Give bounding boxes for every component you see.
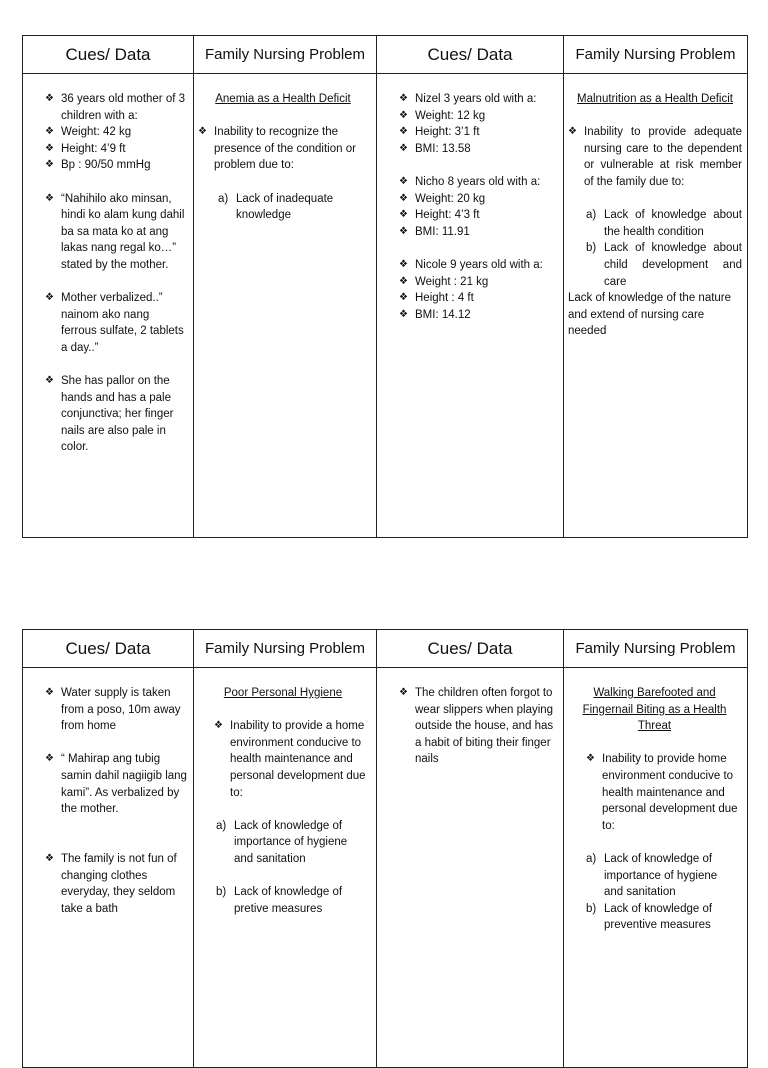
problem-factor: a) Lack of inadequate knowledge bbox=[218, 192, 334, 222]
cue-item: ❖ BMI: 13.58 bbox=[399, 141, 557, 158]
cue-item: ❖ Weight: 42 kg bbox=[45, 124, 187, 141]
problem-statement: ❖ Inability to provide a home environment conducive to health maintenance and personal development due to: bbox=[214, 718, 368, 801]
cue-item: ❖ BMI: 11.91 bbox=[399, 224, 557, 241]
cue-item: ❖ Bp : 90/50 mmHg bbox=[45, 157, 187, 174]
cue-item: ❖ BMI: 14.12 bbox=[399, 307, 557, 324]
problem-title: Poor Personal Hygiene bbox=[223, 687, 343, 699]
nursing-table-2 bbox=[22, 629, 748, 1068]
cue-item: ❖ Height: 4’9 ft bbox=[45, 141, 187, 158]
header-cues-data: Cues/ Data bbox=[23, 630, 194, 668]
problem-cell-anemia bbox=[194, 74, 377, 538]
cue-item: ❖ Weight: 12 kg bbox=[399, 108, 557, 125]
problem-factor: a) Lack of knowledge of importance of hygiene and sanitation bbox=[216, 819, 348, 865]
cue-item: ❖ Nicole 9 years old with a: bbox=[399, 257, 557, 274]
problem-statement: ❖ Inability to provide home environment conducive to health maintenance and personal development due to: bbox=[586, 751, 739, 834]
cues-cell-mother bbox=[23, 74, 194, 538]
header-cues-data: Cues/ Data bbox=[377, 630, 564, 668]
problem-title: Walking Barefooted and Fingernail Biting as a Health Threat bbox=[582, 687, 727, 733]
cue-item: ❖ Height: 3’1 ft bbox=[399, 124, 557, 141]
cue-item: ❖ 36 years old mother of 3 children with a: bbox=[45, 91, 187, 124]
cue-item: ❖ Mother verbalized..” nainom ako nang ferrous sulfate, 2 tablets a day..” bbox=[45, 290, 187, 356]
cue-item: ❖ Nizel 3 years old with a: bbox=[399, 91, 557, 108]
header-family-nursing-problem: Family Nursing Problem bbox=[194, 36, 377, 74]
cue-item: ❖ “ Mahirap ang tubig samin dahil nagiigib lang kami”. As verbalized by the mother. bbox=[45, 751, 187, 817]
cue-item: ❖ Height : 4 ft bbox=[399, 290, 557, 307]
cues-cell-water-hygiene bbox=[23, 668, 194, 1068]
problem-statement: ❖ Inability to provide adequate nursing care to the dependent or vulnerable at risk member of the family due to: bbox=[568, 124, 742, 190]
cue-item: ❖ Height: 4’3 ft bbox=[399, 207, 557, 224]
problem-statement: ❖ Inability to recognize the presence of the condition or problem due to: bbox=[198, 124, 368, 174]
header-family-nursing-problem: Family Nursing Problem bbox=[194, 630, 377, 668]
problem-cell-barefoot bbox=[564, 668, 748, 1068]
cue-item: ❖ “Nahihilo ako minsan, hindi ko alam kung dahil ba sa mata ko at ang lakas nang regal ko…” stated by the mother. bbox=[45, 191, 187, 274]
problem-factor: b) Lack of knowledge of preventive measures bbox=[586, 902, 713, 932]
problem-cell-poor-hygiene bbox=[194, 668, 377, 1068]
header-family-nursing-problem: Family Nursing Problem bbox=[564, 630, 748, 668]
cue-item: ❖ Weight : 21 kg bbox=[399, 274, 557, 291]
header-cues-data: Cues/ Data bbox=[23, 36, 194, 74]
cues-cell-barefoot bbox=[377, 668, 564, 1068]
header-family-nursing-problem: Family Nursing Problem bbox=[564, 36, 748, 74]
problem-factor: b) Lack of knowledge of pretive measures bbox=[216, 886, 343, 915]
problem-cell-malnutrition bbox=[564, 74, 748, 538]
problem-factor: a) Lack of knowledge of importance of hygiene and sanitation bbox=[586, 852, 718, 899]
cue-item: ❖ The family is not fun of changing clothes everyday, they seldom take a bath bbox=[45, 851, 187, 917]
problem-extra-note: Lack of knowledge of the nature and extend of nursing care needed bbox=[568, 292, 732, 338]
cue-item: ❖ Weight: 20 kg bbox=[399, 191, 557, 208]
problem-title: Malnutrition as a Health Deficit bbox=[577, 93, 733, 105]
cue-item: ❖ The children often forgot to wear slippers when playing outside the house, and has a habit of biting their finger nails bbox=[399, 685, 555, 768]
header-cues-data: Cues/ Data bbox=[377, 36, 564, 74]
problem-factor: a) Lack of knowledge about the health condition bbox=[586, 209, 742, 238]
problem-factor: b) Lack of knowledge about child development and care bbox=[586, 242, 742, 288]
cue-item: ❖ Nicho 8 years old with a: bbox=[399, 174, 557, 191]
cue-item: ❖ She has pallor on the hands and has a pale conjunctiva; her finger nails are also pale in color. bbox=[45, 373, 187, 456]
cue-item: ❖ Water supply is taken from a poso, 10m away from home bbox=[45, 685, 187, 735]
cues-cell-children bbox=[377, 74, 564, 538]
nursing-table-1 bbox=[22, 35, 748, 538]
problem-title: Anemia as a Health Deficit bbox=[215, 93, 351, 105]
